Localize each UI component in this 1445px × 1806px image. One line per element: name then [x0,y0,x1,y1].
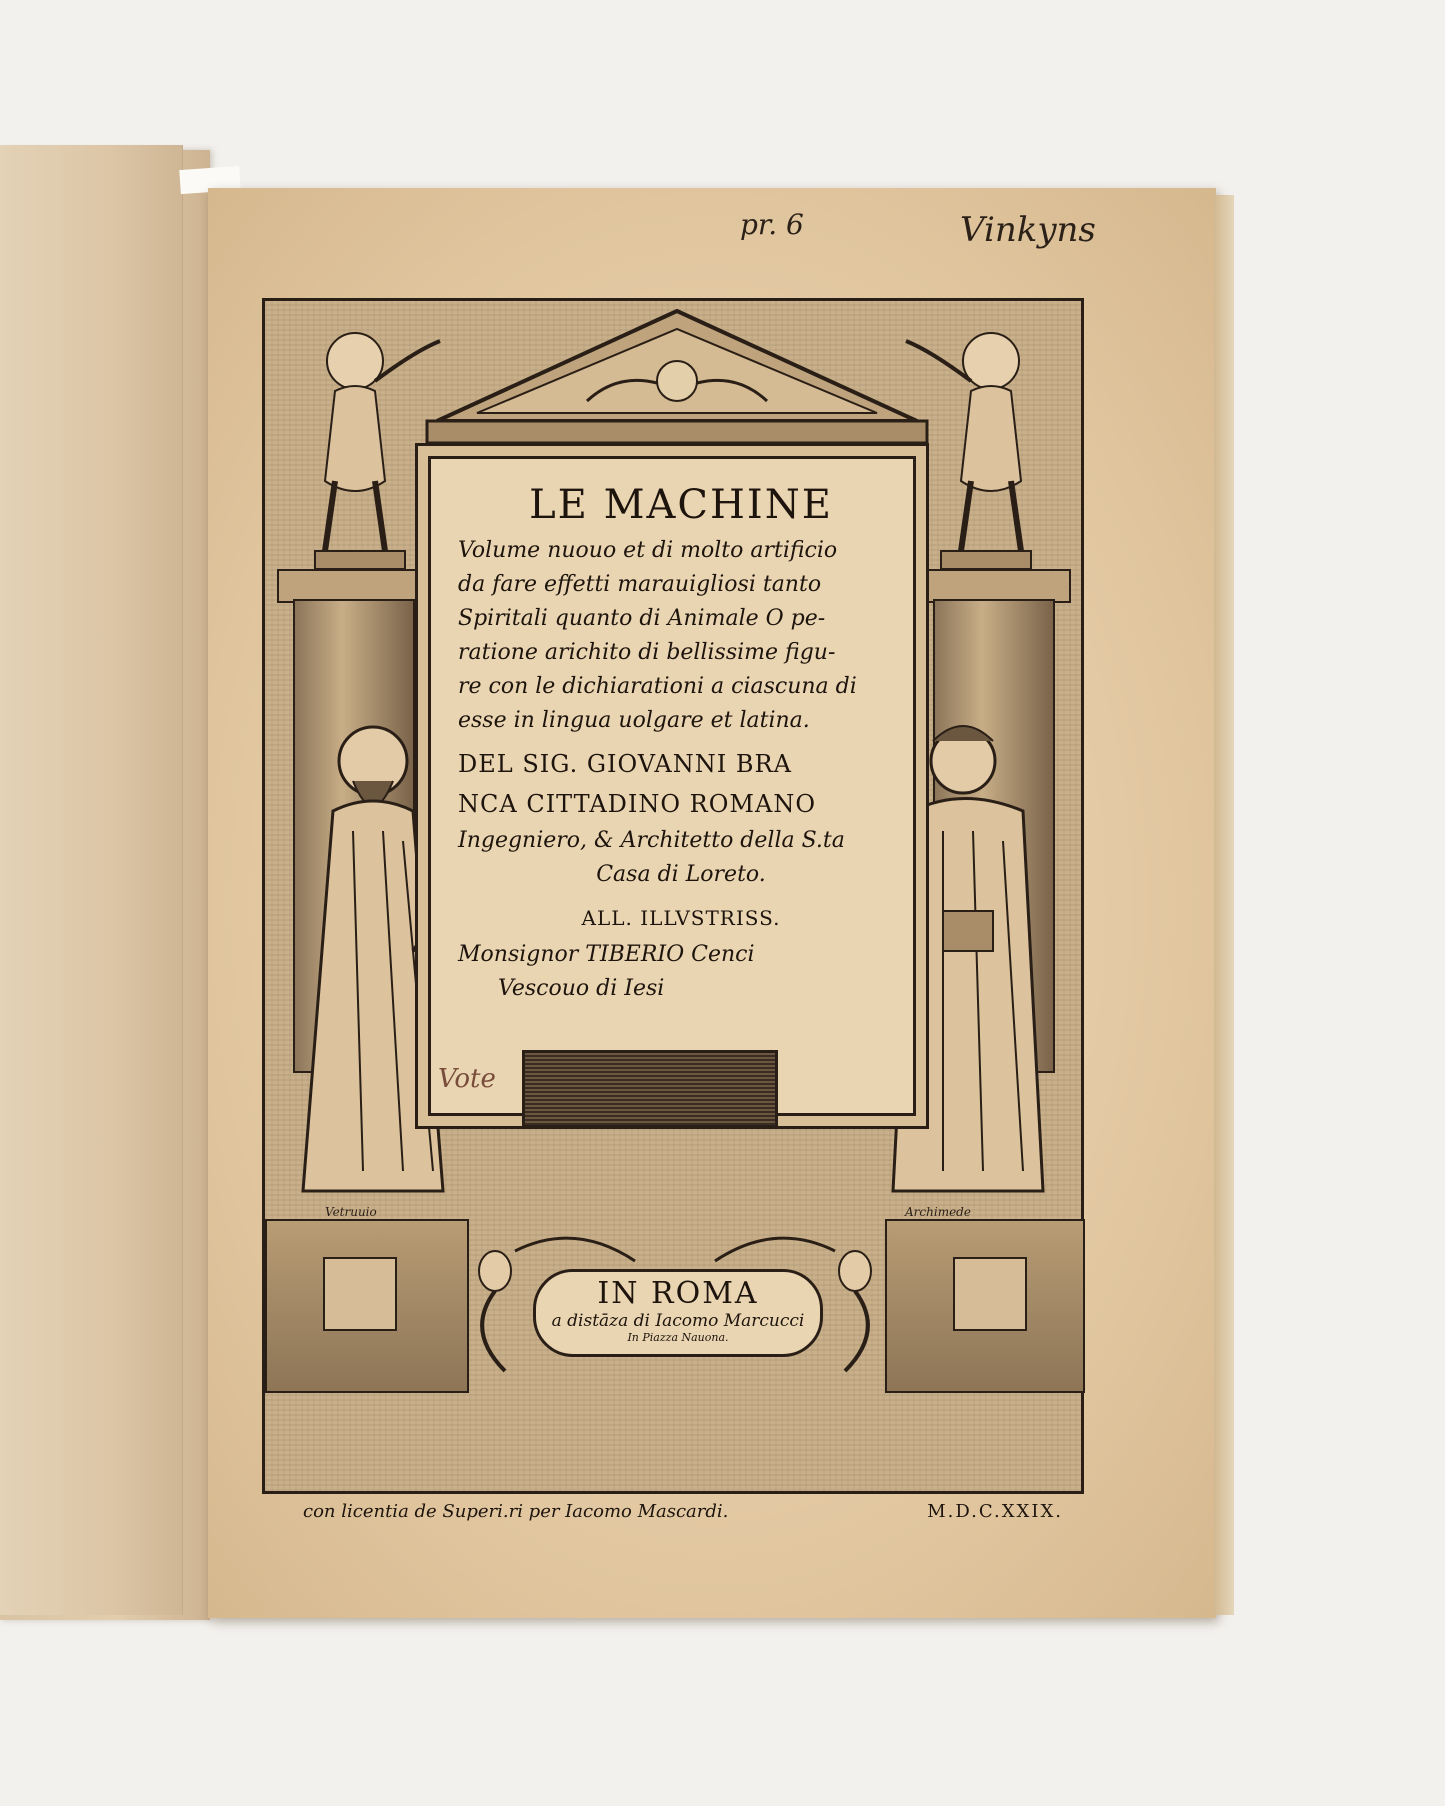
dedication-line: ALL. ILLVSTRISS. [581,906,781,930]
ink-signature-left: Vote [438,1064,496,1094]
title-text-block [458,482,904,1006]
mask-relief-left [323,1257,397,1331]
figure-label-left: Vetruuio [325,1205,377,1219]
dedicatee-line-2: Vescouo di Iesi [498,976,665,1001]
dedicatee-line-1: Monsignor TIBERIO Cenci [458,942,755,967]
subtitle-line-3: Spiritali quanto di Animale O pe- [458,606,826,631]
handwritten-note-price: pr. 6 [740,208,804,241]
author-role-2: Casa di Loreto. [596,862,766,887]
pediment-ornament [417,301,937,446]
flyleaf-page [0,145,183,1615]
mask-relief-right [953,1257,1027,1331]
subtitle-line-6: esse in lingua uolgare et latina. [458,708,810,733]
right-cover-edge [1214,195,1234,1615]
author-line-1: DEL SIG. GIOVANNI BRA [458,750,792,778]
imprint-printer: a distāza di Iacomo Marcucci [551,1311,805,1331]
subtitle-line-5: re con le dichiarationi a ciascuna di [458,674,857,699]
book-title: LE MACHINE [529,482,833,528]
author-line-2: NCA CITTADINO ROMANO [458,790,817,818]
author-role-1: Ingegniero, & Architetto della S.ta [458,828,845,853]
plate-footer [265,1495,1081,1531]
imprint-city: IN ROMA [597,1276,759,1311]
subtitle-line-2: da fare effetti marauigliosi tanto [458,572,822,597]
subtitle-line-1: Volume nuouo et di molto artificio [458,538,838,563]
license-line: con licentia de Superi.ri per Iacomo Mascardi. [303,1501,729,1522]
figure-label-right: Archimede [905,1205,971,1219]
publication-year: M.D.C.XXIX. [927,1501,1063,1522]
handwritten-signature-top: Vinkyns [960,210,1096,250]
column-capital-right [917,569,1071,603]
imprint-place: In Piazza Nauona. [627,1331,729,1344]
subtitle-line-4: ratione arichito di bellissime figu- [458,640,836,665]
engraved-plate [262,298,1084,1522]
hatched-panel [522,1050,778,1128]
title-cartouche [415,443,929,1129]
column-capital-left [277,569,431,603]
imprint-cartouche [533,1269,823,1357]
